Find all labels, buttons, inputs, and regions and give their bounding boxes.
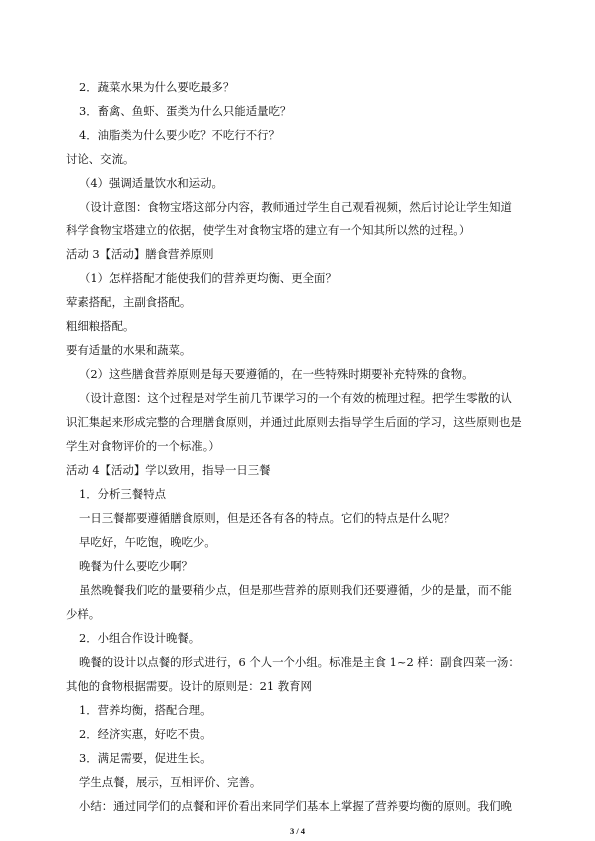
text-line: 2．经济实惠，好吃不贵。 <box>79 727 212 741</box>
text-line: 虽然晚餐我们吃的量要稍少点，但是那些营养的原则我们还要遵循，少的是量，而不能 <box>79 583 512 597</box>
text-line: 荤素搭配，主副食搭配。 <box>66 295 192 309</box>
text-line: （设计意图：这个过程是对学生前几节课学习的一个有效的梳理过程。把学生零散的认 <box>79 391 512 405</box>
text-line: 3．满足需要，促进生长。 <box>79 751 212 765</box>
text-line: 2．小组合作设计晚餐。 <box>79 631 201 645</box>
text-line: 1．营养均衡，搭配合理。 <box>79 703 212 717</box>
section-heading: 活动 4【活动】学以致用，指导一日三餐 <box>66 463 271 477</box>
text-line: 晚餐的设计以点餐的形式进行，6 个人一个小组。标准是主食 1~2 样：副食四菜一汤： <box>79 655 520 669</box>
text-line: （4）强调适量饮水和运动。 <box>79 176 223 190</box>
text-line: 3．畜禽、鱼虾、蛋类为什么只能适量吃？ <box>79 104 292 118</box>
section-heading: 活动 3【活动】膳食营养原则 <box>66 247 214 261</box>
text-line: （设计意图：食物宝塔这部分内容，教师通过学生自己观看视频，然后讨论让学生知道 <box>79 200 512 214</box>
text-line: 少样。 <box>66 607 101 621</box>
text-line: 早吃好，午吃饱，晚吃少。 <box>79 535 216 549</box>
text-line: 2．蔬菜水果为什么要吃最多？ <box>79 80 235 94</box>
text-line: 学生对食物评价的一个标准。） <box>66 439 220 453</box>
text-line: 粗细粮搭配。 <box>66 319 135 333</box>
text-line: 识汇集起来形成完整的合理膳食原则，并通过此原则去指导学生后面的学习，这些原则也是 <box>66 415 522 429</box>
text-line: 晚餐为什么要吃少啊？ <box>79 559 193 573</box>
text-line: 1．分析三餐特点 <box>79 487 166 501</box>
text-line: 4．油脂类为什么要少吃？不吃行不行？ <box>79 128 280 142</box>
text-line: 讨论、交流。 <box>66 152 135 166</box>
text-line: 要有适量的水果和蔬菜。 <box>66 343 192 357</box>
text-line: 小结：通过同学们的点餐和评价看出来同学们基本上掌握了营养要均衡的原则。我们晚 <box>79 799 512 813</box>
text-line: 其他的食物根据需要。设计的原则是：21 教育网 <box>66 679 312 693</box>
text-line: 一日三餐都要遵循膳食原则，但是还各有各的特点。它们的特点是什么呢？ <box>79 511 455 525</box>
text-line: 学生点餐，展示，互相评价、完善。 <box>79 775 262 789</box>
text-line: （1）怎样搭配才能使我们的营养更均衡、更全面？ <box>79 271 337 285</box>
page-number: 3 / 4 <box>289 826 306 836</box>
text-line: （2）这些膳食营养原则是每天要遵循的，在一些特殊时期要补充特殊的食物。 <box>79 367 474 381</box>
text-line: 科学食物宝塔建立的依据，使学生对食物宝塔的建立有一个知其所以然的过程。） <box>66 223 471 237</box>
